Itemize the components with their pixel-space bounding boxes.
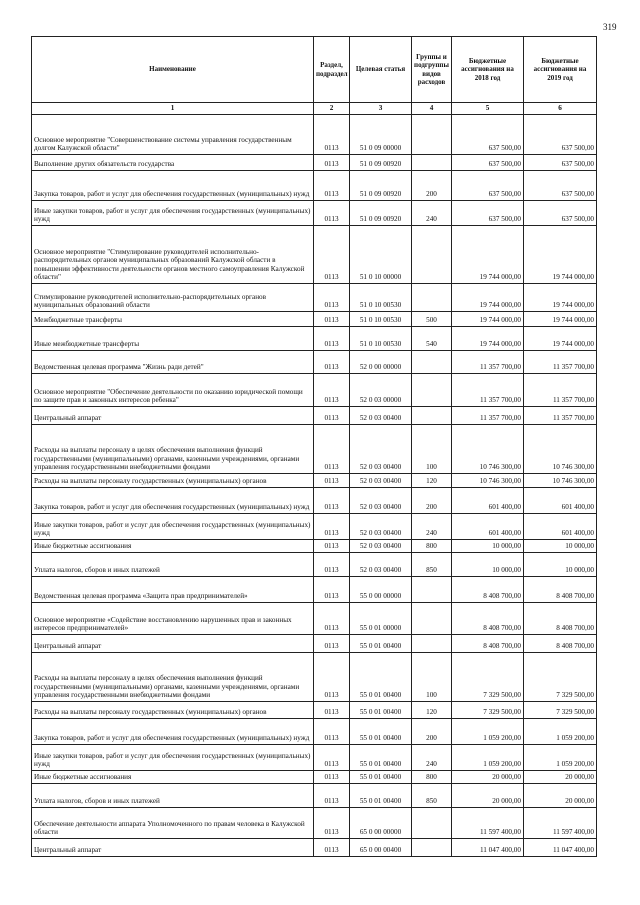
row-amount-2018: 10 746 300,00 [452, 425, 524, 474]
row-amount-2018: 1 059 200,00 [452, 745, 524, 771]
row-amount-2018: 10 746 300,00 [452, 474, 524, 488]
row-amount-2019: 637 500,00 [524, 155, 597, 171]
row-amount-2019: 20 000,00 [524, 771, 597, 784]
row-name: Иные закупки товаров, работ и услуг для обеспечения государственных (муниципальных) нужд [32, 201, 314, 226]
row-section: 0113 [314, 327, 350, 351]
table-row [32, 784, 597, 808]
row-amount-2018: 19 744 000,00 [452, 327, 524, 351]
row-group [412, 155, 452, 171]
row-target: 52 0 03 00400 [350, 474, 412, 488]
row-amount-2019: 19 744 000,00 [524, 327, 597, 351]
row-name: Уплата налогов, сборов и иных платежей [32, 553, 314, 577]
table-row [32, 771, 597, 784]
row-target: 55 0 01 00400 [350, 719, 412, 745]
row-amount-2019: 11 597 400,00 [524, 808, 597, 839]
row-target: 51 0 09 00920 [350, 201, 412, 226]
row-amount-2018: 601 400,00 [452, 488, 524, 514]
row-amount-2019: 11 357 700,00 [524, 407, 597, 425]
row-section: 0113 [314, 474, 350, 488]
row-target: 52 0 03 00400 [350, 514, 412, 540]
row-name: Основное мероприятие "Совершенствование системы управления государственным долгом Калужской области" [32, 115, 314, 155]
row-amount-2018: 11 357 700,00 [452, 374, 524, 407]
row-amount-2018: 10 000,00 [452, 553, 524, 577]
row-group: 540 [412, 327, 452, 351]
row-section: 0113 [314, 771, 350, 784]
row-amount-2019: 637 500,00 [524, 171, 597, 201]
row-section: 0113 [314, 284, 350, 312]
row-amount-2019: 11 357 700,00 [524, 374, 597, 407]
row-target: 51 0 09 00920 [350, 155, 412, 171]
row-amount-2019: 10 746 300,00 [524, 474, 597, 488]
row-name: Центральный аппарат [32, 635, 314, 653]
header-2019: Бюджетные ассигнования на 2019 год [524, 37, 597, 103]
row-amount-2018: 20 000,00 [452, 784, 524, 808]
row-section: 0113 [314, 540, 350, 553]
row-group: 200 [412, 488, 452, 514]
row-amount-2018: 601 400,00 [452, 514, 524, 540]
row-amount-2018: 19 744 000,00 [452, 284, 524, 312]
row-amount-2018: 11 357 700,00 [452, 351, 524, 374]
row-name: Обеспечение деятельности аппарата Уполномоченного по правам человека в Калужской области [32, 808, 314, 839]
row-group: 100 [412, 425, 452, 474]
row-amount-2019: 10 000,00 [524, 540, 597, 553]
row-amount-2018: 20 000,00 [452, 771, 524, 784]
row-target: 51 0 10 00000 [350, 226, 412, 284]
table-row [32, 474, 597, 488]
row-section: 0113 [314, 653, 350, 702]
row-group: 850 [412, 784, 452, 808]
row-target: 51 0 10 00530 [350, 312, 412, 327]
row-name: Центральный аппарат [32, 839, 314, 857]
row-name: Расходы на выплаты персоналу в целях обеспечения выполнения функций государственными (муниципальными) органами, казенными учреждениями, органами управления государственными внебюджетными фондами [32, 425, 314, 474]
row-name: Основное мероприятие "Обеспечение деятельности по оказанию юридической помощи по защите прав и законных интересов ребенка" [32, 374, 314, 407]
column-number-row [32, 103, 597, 115]
row-amount-2019: 11 357 700,00 [524, 351, 597, 374]
row-group: 800 [412, 771, 452, 784]
row-target: 55 0 01 00400 [350, 653, 412, 702]
table-row [32, 808, 597, 839]
row-group: 500 [412, 312, 452, 327]
row-target: 51 0 09 00000 [350, 115, 412, 155]
header-row [32, 37, 597, 103]
table-row [32, 653, 597, 702]
row-group [412, 603, 452, 635]
row-amount-2019: 8 408 700,00 [524, 635, 597, 653]
row-group: 240 [412, 201, 452, 226]
row-target: 51 0 10 00530 [350, 327, 412, 351]
row-amount-2019: 1 059 200,00 [524, 719, 597, 745]
row-name: Выполнение других обязательств государства [32, 155, 314, 171]
row-section: 0113 [314, 201, 350, 226]
row-target: 55 0 01 00400 [350, 771, 412, 784]
row-section: 0113 [314, 171, 350, 201]
row-amount-2019: 19 744 000,00 [524, 226, 597, 284]
row-section: 0113 [314, 808, 350, 839]
row-target: 55 0 01 00000 [350, 603, 412, 635]
row-group [412, 808, 452, 839]
table-row [32, 226, 597, 284]
row-target: 55 0 00 00000 [350, 577, 412, 603]
row-section: 0113 [314, 702, 350, 719]
row-section: 0113 [314, 226, 350, 284]
column-number: 2 [314, 103, 350, 115]
table-row [32, 577, 597, 603]
row-amount-2019: 637 500,00 [524, 201, 597, 226]
table-row [32, 719, 597, 745]
row-amount-2018: 8 408 700,00 [452, 635, 524, 653]
row-name: Иные закупки товаров, работ и услуг для обеспечения государственных (муниципальных) нужд [32, 514, 314, 540]
row-target: 65 0 00 00400 [350, 839, 412, 857]
row-section: 0113 [314, 635, 350, 653]
header-target: Целевая статья [350, 37, 412, 103]
row-section: 0113 [314, 719, 350, 745]
header-name: Наименование [32, 37, 314, 103]
row-group [412, 839, 452, 857]
table-row [32, 374, 597, 407]
row-amount-2019: 601 400,00 [524, 514, 597, 540]
row-group: 120 [412, 474, 452, 488]
row-target: 55 0 01 00400 [350, 702, 412, 719]
column-number: 3 [350, 103, 412, 115]
row-name: Центральный аппарат [32, 407, 314, 425]
row-section: 0113 [314, 488, 350, 514]
row-target: 52 0 00 00000 [350, 351, 412, 374]
row-name: Закупка товаров, работ и услуг для обеспечения государственных (муниципальных) нужд [32, 171, 314, 201]
row-section: 0113 [314, 374, 350, 407]
row-amount-2018: 637 500,00 [452, 155, 524, 171]
row-amount-2019: 637 500,00 [524, 115, 597, 155]
row-name: Основное мероприятие «Содействие восстановлению нарушенных прав и законных интересов предпринимателей» [32, 603, 314, 635]
row-target: 65 0 00 00000 [350, 808, 412, 839]
table-row [32, 488, 597, 514]
row-amount-2019: 8 408 700,00 [524, 577, 597, 603]
budget-table [31, 36, 597, 857]
row-amount-2018: 637 500,00 [452, 201, 524, 226]
table-row [32, 327, 597, 351]
column-number: 4 [412, 103, 452, 115]
row-group [412, 284, 452, 312]
row-target: 51 0 09 00920 [350, 171, 412, 201]
row-amount-2018: 11 357 700,00 [452, 407, 524, 425]
row-amount-2018: 637 500,00 [452, 171, 524, 201]
row-name: Иные бюджетные ассигнования [32, 771, 314, 784]
row-name: Расходы на выплаты персоналу государственных (муниципальных) органов [32, 474, 314, 488]
row-amount-2018: 10 000,00 [452, 540, 524, 553]
column-number: 5 [452, 103, 524, 115]
row-group [412, 351, 452, 374]
row-name: Ведомственная целевая программа "Жизнь ради детей" [32, 351, 314, 374]
table-body [32, 115, 597, 857]
row-target: 52 0 03 00000 [350, 374, 412, 407]
row-name: Иные закупки товаров, работ и услуг для обеспечения государственных (муниципальных) нужд [32, 745, 314, 771]
table-row [32, 702, 597, 719]
table-row [32, 839, 597, 857]
column-number: 6 [524, 103, 597, 115]
row-target: 55 0 01 00400 [350, 635, 412, 653]
table-row [32, 284, 597, 312]
table-row [32, 635, 597, 653]
row-group [412, 407, 452, 425]
row-name: Иные бюджетные ассигнования [32, 540, 314, 553]
row-amount-2018: 11 047 400,00 [452, 839, 524, 857]
row-target: 52 0 03 00400 [350, 407, 412, 425]
row-amount-2019: 10 746 300,00 [524, 425, 597, 474]
table-row [32, 312, 597, 327]
row-target: 52 0 03 00400 [350, 540, 412, 553]
row-section: 0113 [314, 351, 350, 374]
row-target: 51 0 10 00530 [350, 284, 412, 312]
row-section: 0113 [314, 312, 350, 327]
table-row [32, 171, 597, 201]
row-name: Межбюджетные трансферты [32, 312, 314, 327]
row-group: 850 [412, 553, 452, 577]
column-number: 1 [32, 103, 314, 115]
row-amount-2019: 19 744 000,00 [524, 284, 597, 312]
table-row [32, 425, 597, 474]
row-amount-2018: 1 059 200,00 [452, 719, 524, 745]
row-target: 52 0 03 00400 [350, 425, 412, 474]
table-row [32, 553, 597, 577]
row-amount-2018: 7 329 500,00 [452, 653, 524, 702]
header-2018: Бюджетные ассигнования на 2018 год [452, 37, 524, 103]
row-amount-2019: 20 000,00 [524, 784, 597, 808]
row-section: 0113 [314, 115, 350, 155]
row-group: 240 [412, 745, 452, 771]
row-target: 55 0 01 00400 [350, 784, 412, 808]
table-row [32, 745, 597, 771]
header-section: Раздел, подраздел [314, 37, 350, 103]
row-group: 200 [412, 719, 452, 745]
row-amount-2018: 7 329 500,00 [452, 702, 524, 719]
row-amount-2018: 19 744 000,00 [452, 226, 524, 284]
row-name: Расходы на выплаты персоналу государственных (муниципальных) органов [32, 702, 314, 719]
row-group [412, 374, 452, 407]
row-group: 100 [412, 653, 452, 702]
row-target: 52 0 03 00400 [350, 553, 412, 577]
row-amount-2019: 10 000,00 [524, 553, 597, 577]
row-amount-2019: 1 059 200,00 [524, 745, 597, 771]
row-section: 0113 [314, 407, 350, 425]
row-section: 0113 [314, 839, 350, 857]
table-row [32, 603, 597, 635]
row-section: 0113 [314, 514, 350, 540]
row-amount-2018: 19 744 000,00 [452, 312, 524, 327]
row-group [412, 635, 452, 653]
row-section: 0113 [314, 577, 350, 603]
row-amount-2019: 7 329 500,00 [524, 653, 597, 702]
table-row [32, 407, 597, 425]
page-number: 319 [603, 22, 617, 32]
row-amount-2018: 8 408 700,00 [452, 603, 524, 635]
row-name: Стимулирование руководителей исполнительно-распорядительных органов муниципальных образований области [32, 284, 314, 312]
row-name: Закупка товаров, работ и услуг для обеспечения государственных (муниципальных) нужд [32, 719, 314, 745]
table-row [32, 514, 597, 540]
row-target: 52 0 03 00400 [350, 488, 412, 514]
row-name: Иные межбюджетные трансферты [32, 327, 314, 351]
table-row [32, 115, 597, 155]
row-amount-2018: 8 408 700,00 [452, 577, 524, 603]
row-section: 0113 [314, 603, 350, 635]
row-group: 120 [412, 702, 452, 719]
row-amount-2018: 637 500,00 [452, 115, 524, 155]
row-amount-2018: 11 597 400,00 [452, 808, 524, 839]
header-group: Группы и подгруппы видов расходов [412, 37, 452, 103]
row-section: 0113 [314, 553, 350, 577]
row-section: 0113 [314, 745, 350, 771]
row-target: 55 0 01 00400 [350, 745, 412, 771]
row-amount-2019: 7 329 500,00 [524, 702, 597, 719]
row-amount-2019: 19 744 000,00 [524, 312, 597, 327]
row-group [412, 577, 452, 603]
row-amount-2019: 11 047 400,00 [524, 839, 597, 857]
row-amount-2019: 601 400,00 [524, 488, 597, 514]
row-group: 800 [412, 540, 452, 553]
row-section: 0113 [314, 155, 350, 171]
row-section: 0113 [314, 784, 350, 808]
row-amount-2019: 8 408 700,00 [524, 603, 597, 635]
row-name: Основное мероприятие "Стимулирование руководителей исполнительно-распорядительных органов муниципальных образований Калужской области в повышении эффективности деятельности органов местного самоуправления Калужской области" [32, 226, 314, 284]
row-name: Расходы на выплаты персоналу в целях обеспечения выполнения функций государственными (муниципальными) органами, казенными учреждениями, органами управления государственными внебюджетными фондами [32, 653, 314, 702]
table-row [32, 351, 597, 374]
row-name: Закупка товаров, работ и услуг для обеспечения государственных (муниципальных) нужд [32, 488, 314, 514]
table-row [32, 155, 597, 171]
row-name: Ведомственная целевая программа «Защита прав предпринимателей» [32, 577, 314, 603]
row-section: 0113 [314, 425, 350, 474]
row-group [412, 115, 452, 155]
row-name: Уплата налогов, сборов и иных платежей [32, 784, 314, 808]
table-row [32, 540, 597, 553]
table-row [32, 201, 597, 226]
row-group: 200 [412, 171, 452, 201]
row-group [412, 226, 452, 284]
row-group: 240 [412, 514, 452, 540]
